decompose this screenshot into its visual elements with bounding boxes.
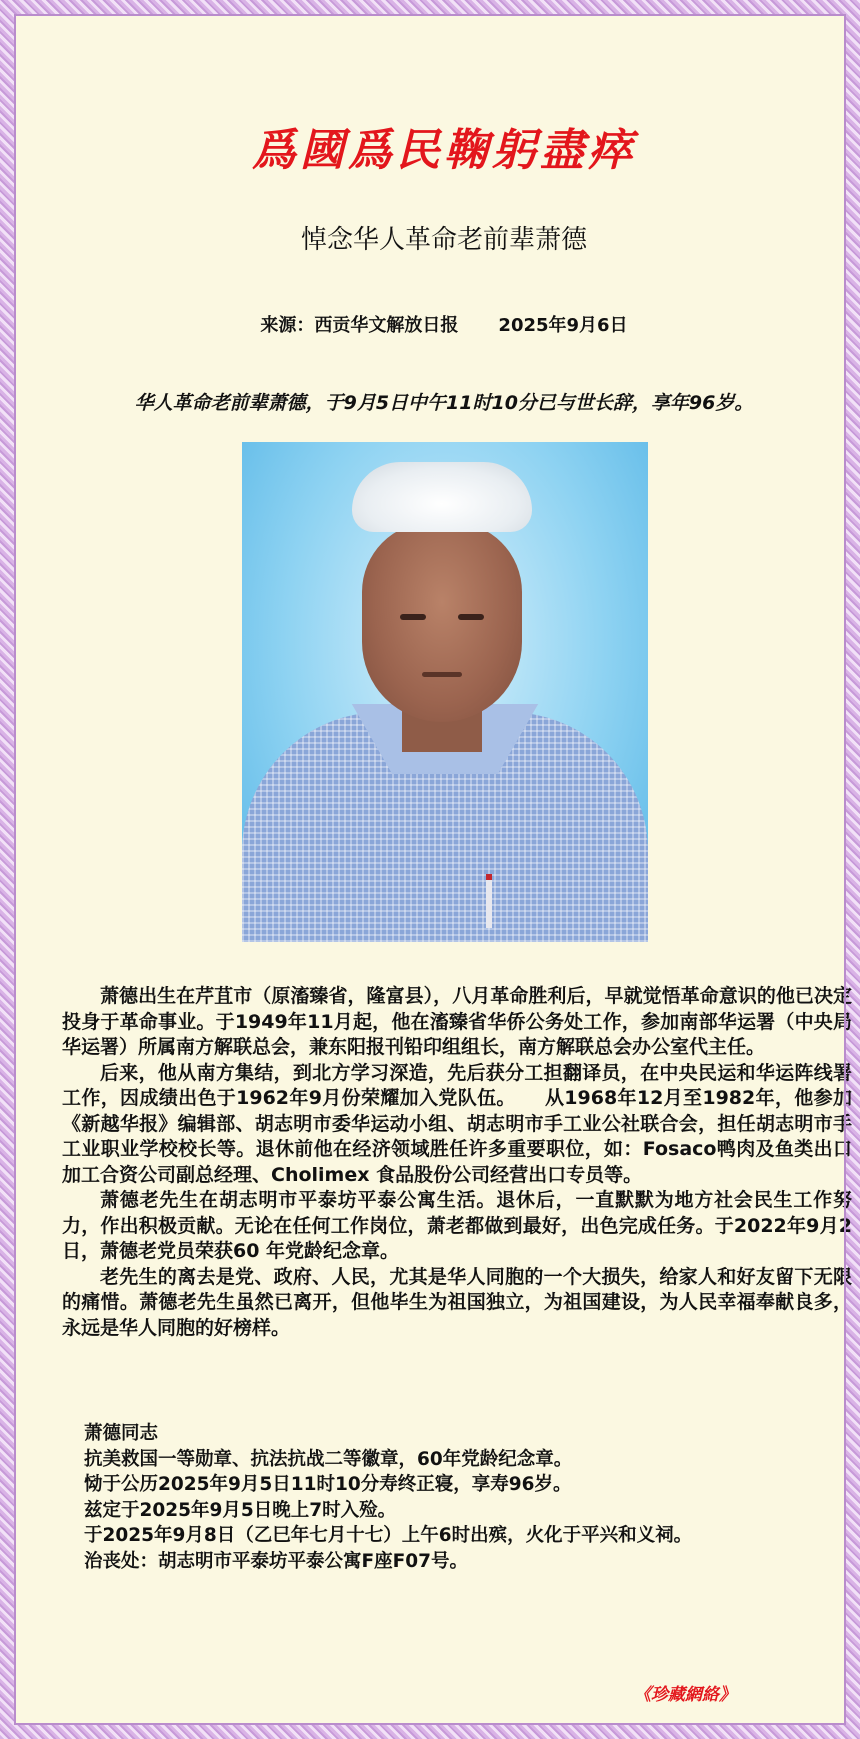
paragraph: 萧德老先生在胡志明市平泰坊平泰公寓生活。退休后，一直默默为地方社会民生工作努力，作出积极贡献。无论在任何工作岗位，萧老都做到最好，出色完成任务。于2022年9月2日，萧德老党员荣获60 年党龄纪念章。	[62, 1189, 852, 1262]
notice-line: 恸于公历2025年9月5日11时10分寿终正寝，享寿96岁。	[84, 1474, 572, 1495]
headline: 爲國爲民鞠躬盡瘁	[252, 125, 636, 176]
source-line	[14, 311, 860, 337]
source-date: 2025年9月6日	[498, 315, 628, 336]
notice-line: 兹定于2025年9月5日晚上7时入殓。	[84, 1499, 397, 1521]
portrait-photo	[242, 442, 648, 942]
notice-line: 治丧处：胡志明市平泰坊平泰公寓F座F07号。	[84, 1550, 469, 1572]
subtitle: 悼念华人革命老前辈萧德	[300, 225, 587, 255]
lead-sentence: 华人革命老前辈萧德，于9月5日中午11时10分已与世长辞，享年96岁。	[134, 392, 754, 414]
portrait-pen	[486, 874, 492, 928]
portrait-hair	[352, 462, 532, 532]
notice-line: 于2025年9月8日（乙巳年七月十七）上午6时出殡，火化于平兴和义祠。	[84, 1525, 693, 1546]
paragraph: 老先生的离去是党、政府、人民，尤其是华人同胞的一个大损失，给家人和好友留下无限的痛惜。萧德老先生虽然已离开，但他毕生为祖国独立，为祖国建设，为人民幸福奉献良多，永远是华人同胞的好榜样。	[62, 1265, 852, 1339]
notice-line: 抗美救国一等勋章、抗法抗战二等徽章，60年党龄纪念章。	[84, 1448, 573, 1470]
credit-signature: 《珍藏網絡》	[634, 1685, 736, 1705]
source-label: 来源：西贡华文解放日报	[260, 315, 459, 336]
notice-line: 萧德同志	[84, 1423, 159, 1444]
paragraph: 萧德出生在芹苴市（原滀臻省，隆富县），八月革命胜利后，早就觉悟革命意识的他已决定投身于革命事业。于1949年11月起，他在滀臻省华侨公务处工作，参加南部华运署（中央局华运署）所属南方解联总会，兼东阳报刊铅印组组长，南方解联总会办公室代主任。	[62, 985, 852, 1058]
portrait-face	[362, 522, 522, 722]
obituary-notice	[84, 1421, 844, 1574]
paragraph: 后来，他从南方集结，到北方学习深造，先后获分工担翻译员，在中央民运和华运阵线署工作，因成绩出色于1962年9月份荣耀加入党队伍。 从1968年12月至1982年，他参加《新越华报》编辑部、胡志明市委华运动小组、胡志明市手工业公社联合会，担任胡志明市手工业职业学校校长等。退休前他在经济领域胜任许多重要职位，如：Fosaco鸭肉及鱼类出口加工合资公司副总经理、Cholimex 食品股份公司经营出口专员等。	[62, 1061, 852, 1186]
article-body	[62, 984, 852, 1341]
